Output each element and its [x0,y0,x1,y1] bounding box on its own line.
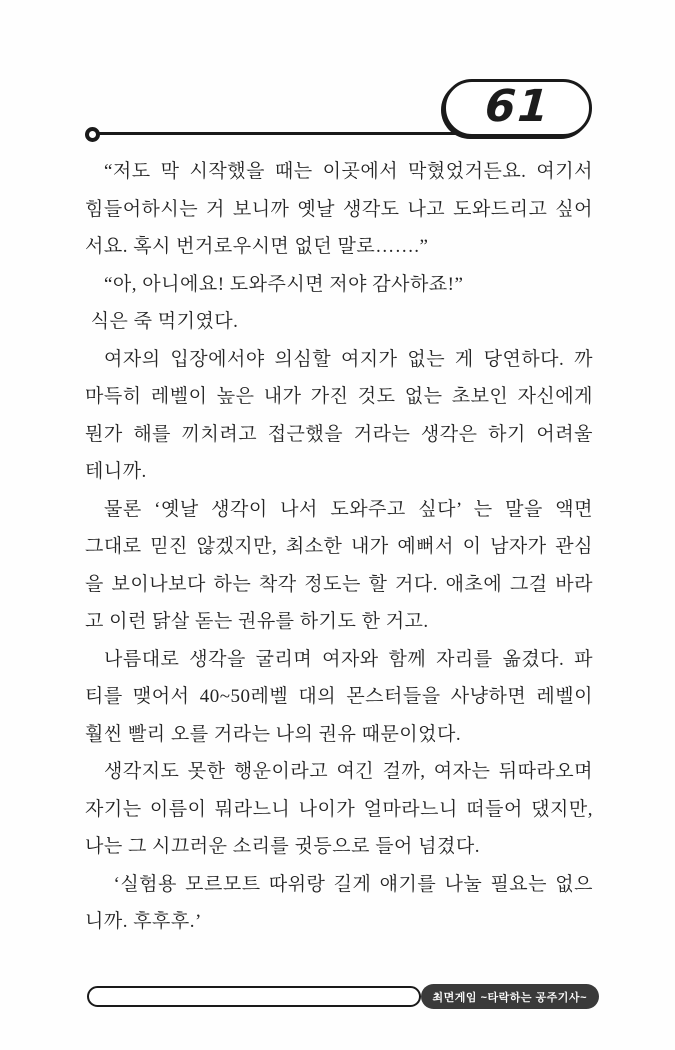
text-line: 생각지도 못한 행운이라고 여긴 걸까, 여자는 뒤따라오며 [104,761,593,782]
header-rule [96,132,464,135]
series-title-label: 최면게임 ~타락하는 공주기사~ [432,991,587,1004]
text-line: 을 보이나보다 하는 착각 정도는 할 거다. 애초에 그걸 바라 [85,573,593,595]
text-line: “아, 아니에요! 도와주시면 저야 감사하죠!” [104,273,464,295]
text-line: 고 이런 닭살 돋는 권유를 하기도 한 거고. [85,611,429,632]
text-line: 뭔가 해를 끼치려고 접근했을 거라는 생각은 하기 어려울 [85,423,593,445]
text-line: 마득히 레벨이 높은 내가 가진 것도 없는 초보인 자신에게 [85,386,593,407]
text-line: 식은 죽 먹기였다. [90,311,239,332]
text-line: “저도 막 시작했을 때는 이곳에서 막혔었거든요. 여기서 [104,161,593,182]
text-line: ‘실험용 모르모트 따위랑 길게 얘기를 나눌 필요는 없으 [113,873,593,895]
page-number: 61 [483,80,553,132]
page-number-badge [443,79,592,137]
text-line: 서요. 혹시 번거로우시면 없던 말로…….” [85,236,429,257]
text-line: 나름대로 생각을 굴리며 여자와 함께 자리를 옮겼다. 파 [104,648,593,670]
text-line: 티를 맺어서 40~50레벨 대의 몬스터들을 사냥하면 레벨이 [85,686,593,707]
text-line: 훨씬 빨리 오를 거라는 나의 권유 때문이었다. [85,723,462,745]
series-title-badge [421,984,599,1009]
text-line: 자기는 이름이 뭐라느니 나이가 얼마라느니 떠들어 댔지만, [85,798,593,820]
footer-chapter-pill [87,986,421,1007]
text-line: 물론 ‘옛날 생각이 나서 도와주고 싶다’ 는 말을 액면 [104,498,593,520]
text-line: 테니까. [85,461,147,482]
text-line: 니까. 후후후.’ [85,911,202,932]
text-line: 힘들어하시는 거 보니까 옛날 생각도 나고 도와드리고 싶어 [85,198,593,220]
text-line: 여자의 입장에서야 의심할 여지가 없는 게 당연하다. 까 [104,348,593,370]
body-text [85,153,593,941]
text-line: 그대로 믿진 않겠지만, 최소한 내가 예뻐서 이 남자가 관심 [85,536,593,557]
text-line: 나는 그 시끄러운 소리를 귓등으로 들어 넘겼다. [85,836,480,857]
